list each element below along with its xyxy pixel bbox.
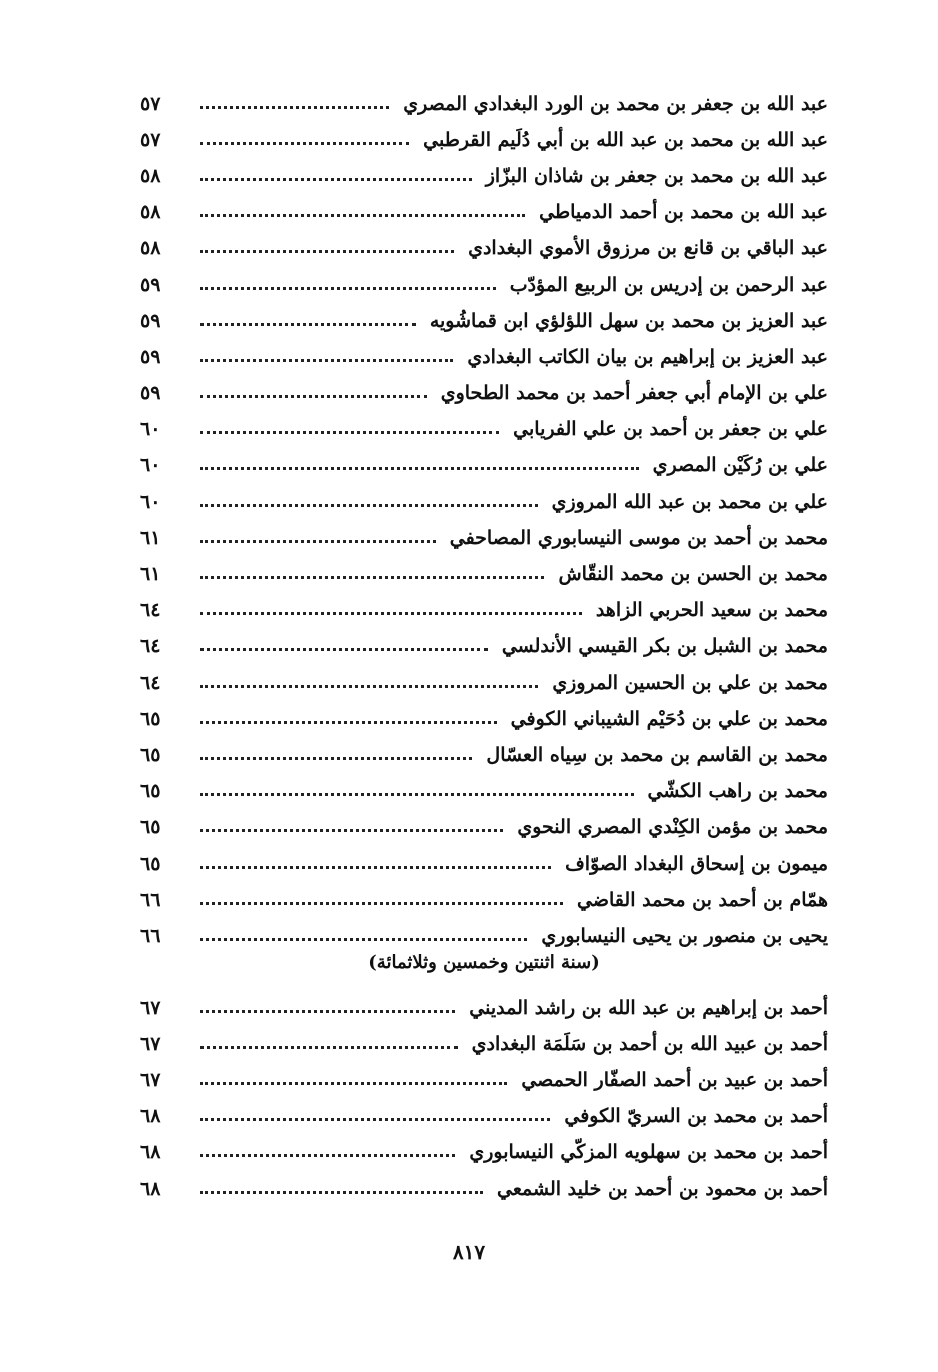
entry-name: عبد العزيز بن إبراهيم بن بيان الكاتب البغدادي	[467, 345, 828, 368]
entry-name: عبد الله بن محمد بن عبد الله بن أبي دُلَيم القرطبي	[423, 128, 828, 151]
entry-name: علي بن جعفر بن أحمد بن علي الفريابي	[513, 418, 828, 441]
toc-entry	[140, 267, 828, 303]
page-reference: ٥٩	[140, 309, 161, 332]
leader-dots	[200, 323, 416, 326]
toc-entry	[140, 882, 828, 918]
page-reference: ٥٩	[140, 382, 161, 405]
page-reference: ٥٨	[140, 237, 161, 260]
entry-name: ميمون بن إسحاق البغداد الصوّاف	[565, 852, 828, 875]
toc-entry	[140, 376, 828, 412]
page-reference: ٦٥	[140, 816, 161, 839]
page-reference: ٦٠	[140, 418, 161, 441]
entry-name: أحمد بن إبراهيم بن عبد الله بن راشد المديني	[469, 996, 828, 1019]
toc-entry	[140, 1135, 828, 1171]
page-reference: ٦٥	[140, 743, 161, 766]
leader-dots	[200, 214, 525, 217]
page-reference: ٥٧	[140, 92, 161, 115]
entry-name: علي بن رُكَيْن المصري	[652, 454, 828, 477]
entry-name: أحمد بن عبيد الله بن أحمد بن سَلَمَة البغدادي	[471, 1032, 828, 1055]
toc-entry	[140, 158, 828, 194]
entry-name: عبد الرحمن بن إدريس بن الربيع المؤدّب	[509, 273, 828, 296]
page-reference: ٥٩	[140, 273, 161, 296]
toc-entry	[140, 1099, 828, 1135]
leader-dots	[200, 142, 409, 145]
leader-dots	[200, 1154, 455, 1157]
leader-dots	[200, 1046, 458, 1049]
toc-entry	[140, 1062, 828, 1098]
page-reference: ٥٩	[140, 345, 161, 368]
entry-name: أحمد بن عبيد بن أحمد الصفّار الحمصي	[521, 1068, 828, 1091]
page-reference: ٦٦	[140, 888, 161, 911]
toc-entry	[140, 701, 828, 737]
leader-dots	[200, 178, 472, 181]
leader-dots	[200, 757, 472, 760]
page-reference: ٦٨	[140, 1141, 161, 1164]
leader-dots	[200, 1010, 455, 1013]
entry-name: عبد الباقي بن قانع بن مرزوق الأموي البغدادي	[468, 237, 828, 260]
leader-dots	[200, 540, 436, 543]
toc-entry	[140, 448, 828, 484]
toc-entry	[140, 339, 828, 375]
leader-dots	[200, 504, 538, 507]
toc-entry	[140, 86, 828, 122]
entry-name: محمد بن الشبل بن بكر القيسي الأندلسي	[501, 635, 828, 658]
toc-entry	[140, 774, 828, 810]
leader-dots	[200, 287, 496, 290]
year-heading: (سنة اثنتين وخمسين وثلاثمائة)	[368, 952, 600, 973]
toc-entry	[140, 918, 828, 954]
leader-dots	[200, 648, 488, 651]
page-reference: ٥٨	[140, 164, 161, 187]
leader-dots	[200, 1082, 507, 1085]
leader-dots	[200, 685, 538, 688]
leader-dots	[200, 1118, 550, 1121]
leader-dots	[200, 938, 527, 941]
page-reference: ٦٧	[140, 1032, 161, 1055]
page-reference: ٦٨	[140, 1105, 161, 1128]
leader-dots	[200, 1191, 483, 1194]
entry-name: محمد بن مؤمن الكِنْدي المصري النحوي	[517, 816, 828, 839]
page-number: ٨١٧	[452, 1240, 486, 1264]
page-reference: ٦٧	[140, 996, 161, 1019]
entry-name: علي بن الإمام أبي جعفر أحمد بن محمد الطحاوي	[440, 382, 828, 405]
page-reference: ٦٨	[140, 1177, 161, 1200]
entry-name: محمد بن الحسن بن محمد النقّاش	[558, 563, 828, 586]
toc-entry	[140, 593, 828, 629]
toc-entry	[140, 846, 828, 882]
leader-dots	[200, 902, 563, 905]
toc-entry	[140, 737, 828, 773]
entry-name: محمد بن القاسم بن محمد بن سِياه العسّال	[486, 743, 828, 766]
entry-name: عبد الله بن محمد بن أحمد الدمياطي	[539, 201, 828, 224]
entry-name: محمد بن علي بن الحسين المروزي	[552, 671, 828, 694]
entry-name: أحمد بن محمد بن سهلويه المزكّي النيسابوري	[469, 1141, 828, 1164]
leader-dots	[200, 612, 582, 615]
entry-name: عبد الله بن جعفر بن محمد بن الورد البغدادي المصري	[403, 92, 828, 115]
page-reference: ٦٥	[140, 852, 161, 875]
leader-dots	[200, 250, 454, 253]
toc-entry	[140, 810, 828, 846]
page-reference: ٦٤	[140, 635, 161, 658]
toc-entry	[140, 556, 828, 592]
entry-name: أحمد بن محمد بن السريّ الكوفي	[564, 1105, 828, 1128]
toc-entry	[140, 122, 828, 158]
page-reference: ٥٧	[140, 128, 161, 151]
toc-entry	[140, 484, 828, 520]
page-reference: ٦٤	[140, 671, 161, 694]
page-reference: ٦٥	[140, 707, 161, 730]
page-reference: ٦٠	[140, 454, 161, 477]
entry-name: علي بن محمد بن عبد الله المروزي	[551, 490, 828, 513]
leader-dots	[200, 467, 639, 470]
leader-dots	[200, 395, 427, 398]
page-reference: ٦٤	[140, 599, 161, 622]
page-reference: ٦٠	[140, 490, 161, 513]
page-reference: ٦١	[140, 563, 161, 586]
page-reference: ٦٧	[140, 1068, 161, 1091]
leader-dots	[200, 431, 499, 434]
entry-name: محمد بن راهب الكشّي	[647, 780, 828, 803]
entry-name: همّام بن أحمد بن محمد القاضي	[577, 888, 828, 911]
leader-dots	[200, 793, 634, 796]
toc-entry	[140, 665, 828, 701]
toc-entry	[140, 412, 828, 448]
page-reference: ٦٥	[140, 780, 161, 803]
toc-entry	[140, 990, 828, 1026]
toc-section-2	[140, 990, 828, 1207]
leader-dots	[200, 359, 453, 362]
leader-dots	[200, 866, 551, 869]
entry-name: أحمد بن محمود بن أحمد بن خليد الشمعي	[497, 1177, 828, 1200]
leader-dots	[200, 721, 497, 724]
entry-name: محمد بن أحمد بن موسى النيسابوري المصاحفي	[449, 526, 828, 549]
toc-entry	[140, 195, 828, 231]
leader-dots	[200, 106, 389, 109]
toc-entry	[140, 1171, 828, 1207]
page-reference: ٦١	[140, 526, 161, 549]
entry-name: عبد الله بن محمد بن جعفر بن شاذان البزّاز	[485, 164, 828, 187]
entry-name: محمد بن علي بن دُحَيْم الشيباني الكوفي	[510, 707, 828, 730]
toc-section-1	[140, 86, 828, 955]
entry-name: محمد بن سعيد الحربي الزاهد	[595, 599, 828, 622]
toc-entry	[140, 1026, 828, 1062]
leader-dots	[200, 829, 503, 832]
toc-entry	[140, 303, 828, 339]
toc-entry	[140, 520, 828, 556]
entry-name: عبد العزيز بن محمد بن سهل اللؤلؤي ابن قماشُويه	[429, 309, 828, 332]
toc-entry	[140, 629, 828, 665]
leader-dots	[200, 576, 544, 579]
page-reference: ٦٦	[140, 924, 161, 947]
entry-name: يحيى بن منصور بن يحيى النيسابوري	[541, 924, 828, 947]
page-reference: ٥٨	[140, 201, 161, 224]
toc-entry	[140, 231, 828, 267]
